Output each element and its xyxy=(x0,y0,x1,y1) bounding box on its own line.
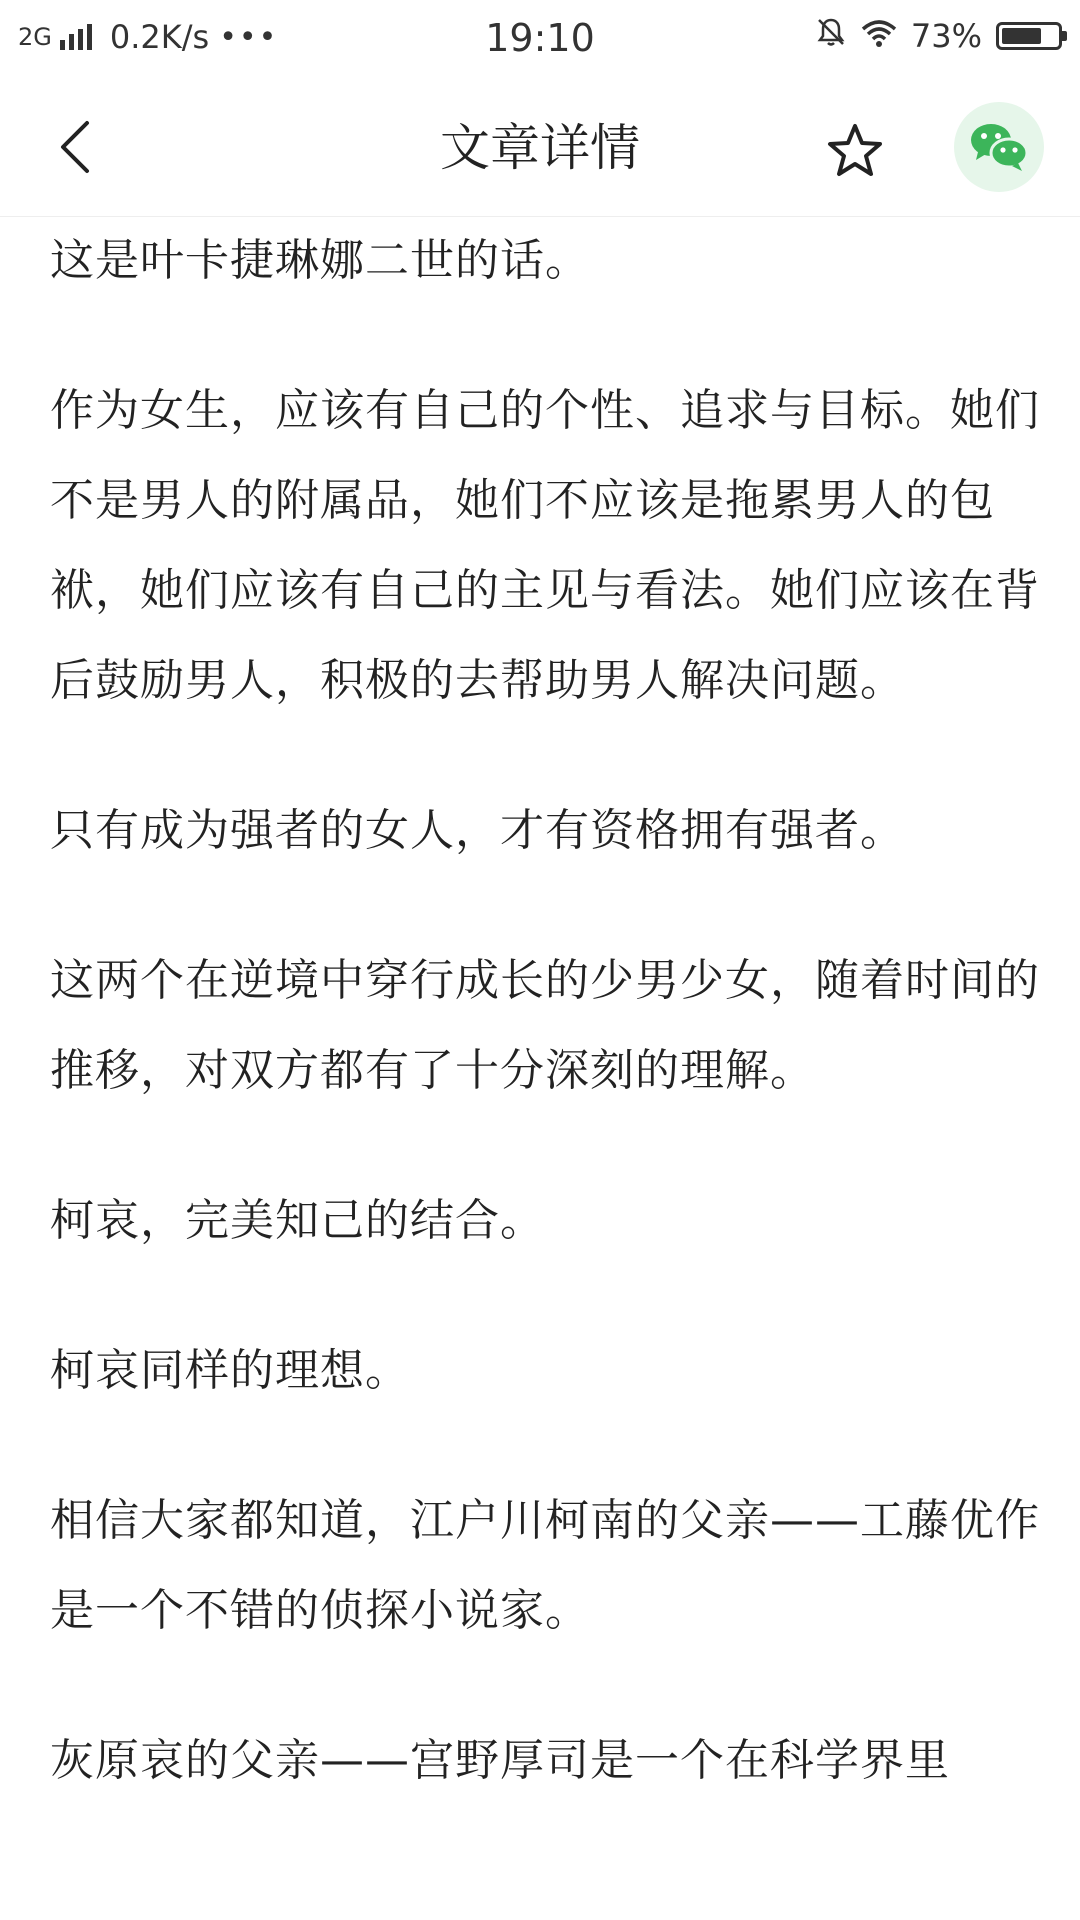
star-outline-icon xyxy=(825,121,885,181)
paragraph: 作为女生，应该有自己的个性、追求与目标。她们不是男人的附属品，她们不应该是拖累男人的包袱，她们应该有自己的主见与看法。她们应该在背后鼓励男人，积极的去帮助男人解决问题。 xyxy=(50,385,1040,706)
wechat-share-button[interactable] xyxy=(954,102,1044,192)
battery-fill xyxy=(1002,28,1041,44)
paragraph: 只有成为强者的女人，才有资格拥有强者。 xyxy=(50,805,905,856)
article-body xyxy=(50,216,1040,1866)
mute-bell-icon xyxy=(815,16,847,56)
more-notifications-icon: ••• xyxy=(219,19,279,55)
paragraph: 柯哀同样的理想。 xyxy=(50,1345,410,1396)
paragraph: 柯哀，完美知己的结合。 xyxy=(50,1195,545,1246)
battery-tip xyxy=(1062,31,1067,41)
wechat-icon xyxy=(968,120,1030,174)
paragraph: 灰原哀的父亲——宫野厚司是一个在科学界里 xyxy=(50,1735,950,1786)
network-speed: 0.2K/s xyxy=(109,18,210,56)
battery-icon xyxy=(996,22,1062,50)
paragraph: 这是叶卡捷琳娜二世的话。 xyxy=(50,235,590,286)
nav-bar xyxy=(0,76,1080,217)
status-bar xyxy=(0,0,1080,76)
favorite-button[interactable] xyxy=(820,116,890,186)
battery-percent: 73% xyxy=(910,17,982,55)
paragraph: 这两个在逆境中穿行成长的少男少女，随着时间的推移，对双方都有了十分深刻的理解。 xyxy=(50,955,1040,1096)
page-title: 文章详情 xyxy=(440,119,640,177)
network-type: 2G xyxy=(18,23,52,51)
status-right xyxy=(801,16,1062,56)
wifi-icon xyxy=(861,17,897,55)
paragraph: 相信大家都知道，江户川柯南的父亲——工藤优作是一个不错的侦探小说家。 xyxy=(50,1495,1040,1636)
clock: 19:10 xyxy=(485,16,595,60)
